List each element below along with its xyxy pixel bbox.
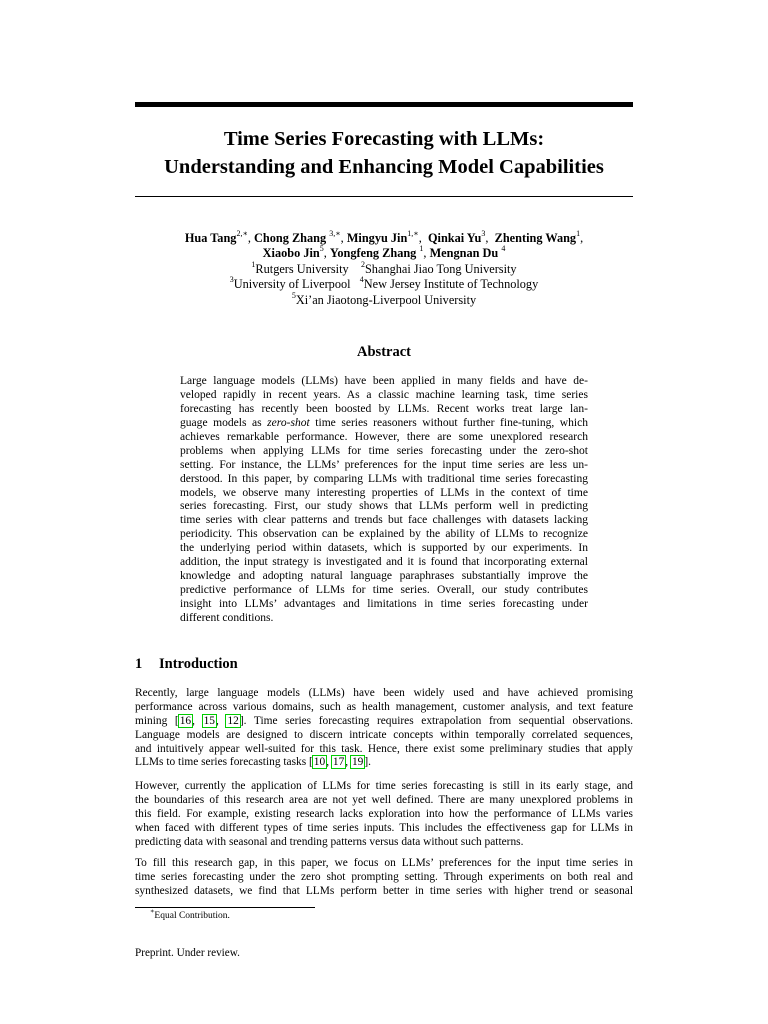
affiliation-name: Shanghai Jiao Tong University <box>364 261 517 276</box>
author-name: Xiaobo Jin <box>262 246 320 261</box>
affiliation-name: University of Liverpool <box>233 277 351 292</box>
affiliation-mark: 1 <box>251 259 256 269</box>
abstract-line: problems when applying LLMs for time series forecasting under the zero-shot <box>180 444 588 457</box>
section-heading-introduction <box>135 654 238 674</box>
body-text: LLMs to time series forecasting tasks <box>135 756 307 769</box>
intro-paragraph-3 <box>135 857 633 899</box>
abstract-line: series forecasting. First, our study shows that LLMs perform well in predicting <box>180 500 588 513</box>
affiliation-name: New Jersey Institute of Technology <box>363 277 539 292</box>
abstract-line: the underlying period within datasets, which is supported by our experiments. In <box>180 542 588 555</box>
author-name: Yongfeng Zhang <box>329 246 417 261</box>
body-line: Recently, large language models (LLMs) have been widely used and have achieved promising <box>135 687 633 699</box>
section-title: Introduction <box>159 656 238 672</box>
abstract-line: time series with clear patterns and trends but face challenges with datasets lacking <box>180 514 588 527</box>
author-name: Mingyu Jin <box>346 231 408 245</box>
affiliation-line-2 <box>135 277 633 292</box>
abstract-line <box>180 417 588 431</box>
affiliation-mark: 2 <box>360 259 365 269</box>
citation-link[interactable]: 15 <box>203 714 215 727</box>
author-block <box>135 228 633 308</box>
abstract-line: insight into LLMs’ advantages and limitations in time series forecasting under <box>180 598 588 610</box>
author-name: Qinkai Yu <box>427 231 482 245</box>
author-affiliation-mark: 1 <box>419 244 424 254</box>
affiliation-line-1 <box>135 259 633 277</box>
body-line: mining [16, 15, 12]. Time series forecasting requires extrapolation from sequential observations. <box>135 714 633 727</box>
intro-paragraph-1 <box>135 687 633 770</box>
affiliation-line-3 <box>135 290 633 308</box>
abstract-line: different conditions. <box>180 611 274 624</box>
abstract-line: veloped rapidly in recent years. As a classic machine learning task, time series <box>180 388 588 401</box>
body-line: To fill this research gap, in this paper, we focus on LLMs’ preferences for the input time series in <box>135 857 633 869</box>
abstract-line: knowledge and adopting natural language paraphrases substantially improve the <box>180 570 588 583</box>
abstract-text: time series reasoners without further fine-tuning, which <box>315 416 589 429</box>
author-name: Zhenting Wang <box>494 231 577 245</box>
abstract-heading: Abstract <box>357 344 411 360</box>
citation-link[interactable]: 19 <box>351 756 364 769</box>
author-affiliation-mark: 3 <box>481 228 486 238</box>
emphasis-zero-shot: zero-shot <box>267 416 310 429</box>
author-affiliation-mark: 5 <box>319 244 324 254</box>
section-number: 1 <box>135 656 143 672</box>
author-affiliation-mark: 1,∗ <box>407 228 419 238</box>
body-line: and intuitively appear well-suited for this task. Hence, there exist some preliminary studies that apply <box>135 742 633 755</box>
body-text: mining <box>135 714 168 727</box>
abstract-line: forecasting has recently been boosted by LLMs. Recent works treat large lan- <box>180 402 588 415</box>
body-line: this field. For example, existing research lacks exploration into how the performance of LLMs varies <box>135 807 633 820</box>
abstract-line: addition, the input strategy is investigated and it is found that incorporating external <box>180 556 588 569</box>
author-affiliation-mark: 1 <box>576 228 581 238</box>
citation-link[interactable]: 17 <box>332 756 345 769</box>
footnote-mark: ∗ <box>150 907 155 915</box>
footnote <box>150 907 230 922</box>
body-line: LLMs to time series forecasting tasks [10, 17, 19]. <box>135 756 372 769</box>
abstract-line: setting. For instance, the LLMs’ preferences for the input time series are less un- <box>180 458 588 471</box>
author-line-1: Hua Tang$^{2,∗}$, Chong Zhang $^{3,∗}$, Mingyu Jin$^{1,∗}$, Qinkai Yu$^3$, Zhenting Wang$^1$, <box>184 228 584 245</box>
abstract-line: derstood. In this paper, by comparing LLMs with traditional time series forecasting <box>180 472 588 485</box>
abstract-line: periodicity. This observation can be explained by the ability of LLMs to recognize <box>180 528 588 541</box>
abstract-line: models, we observe many interesting properties of LLMs in the context of time <box>180 486 588 499</box>
body-text: Time series forecasting requires extrapolation from sequential observations. <box>253 714 633 727</box>
title-line-1: Time Series Forecasting with LLMs: <box>223 128 545 150</box>
paper-title <box>135 125 633 181</box>
author-affiliation-mark: 3,∗ <box>329 228 341 238</box>
affiliation-mark: 5 <box>291 290 296 300</box>
author-name: Chong Zhang <box>254 231 327 245</box>
footnote-rule <box>135 907 315 908</box>
abstract-text: guage models as <box>180 416 262 429</box>
affiliation-name: Xi’an Jiaotong-Liverpool University <box>295 292 477 307</box>
author-affiliation-mark: 2,∗ <box>236 228 248 238</box>
title-top-rule <box>135 102 633 107</box>
title-bottom-rule <box>135 196 633 197</box>
affiliation-mark: 3 <box>229 275 234 285</box>
body-line: synthesized datasets, we find that LLMs perform better in time series with higher trend or seasonal <box>135 884 633 897</box>
title-line-2: Understanding and Enhancing Model Capabilities <box>164 156 604 178</box>
affiliation-name: Rutgers University <box>255 261 349 276</box>
body-line: when faced with different types of time series inputs. This includes the effectiveness gap for LLMs in <box>135 821 633 834</box>
body-line: time series forecasting under the zero shot prompting setting. Through experiments on both real and <box>135 870 633 883</box>
footnote-text: Equal Contribution. <box>154 911 230 921</box>
citation-link[interactable]: 16 <box>179 714 192 727</box>
affiliation-mark: 4 <box>359 275 364 285</box>
abstract-line: achieves remarkable performance. However, there are some unexplored research <box>180 430 588 443</box>
abstract-line: predictive performance of LLMs for time series. Overall, our study contributes <box>180 584 588 597</box>
author-line-2: Xiaobo Jin$^5$, Yongfeng Zhang $^1$, Mengnan Du $^4$ <box>262 244 506 261</box>
body-line: performance across various domains, such as health management, customer analysis, and text feature <box>135 700 633 713</box>
preprint-notice: Preprint. Under review. <box>135 947 240 959</box>
body-line: However, currently the application of LLMs for time series forecasting is still in its early stage, and <box>135 780 633 792</box>
author-name: Hua Tang <box>184 231 237 245</box>
intro-paragraph-2 <box>135 780 633 849</box>
body-line: the boundaries of this research area are not yet well defined. There are many unexplored problems in <box>135 793 633 806</box>
body-line: predicting data with seasonal and trending patterns versus data without such patterns. <box>135 835 524 848</box>
author-name: Mengnan Du <box>429 246 499 261</box>
abstract-body <box>180 375 588 626</box>
citation-link[interactable]: 12 <box>227 714 239 727</box>
author-affiliation-mark: 4 <box>501 244 506 254</box>
abstract-line: Large language models (LLMs) have been applied in many fields and have de- <box>180 375 588 387</box>
body-line: Language models are designed to discern intricate concepts within temporally correlated sequences, <box>135 728 633 741</box>
citation-link[interactable]: 10 <box>313 756 326 769</box>
